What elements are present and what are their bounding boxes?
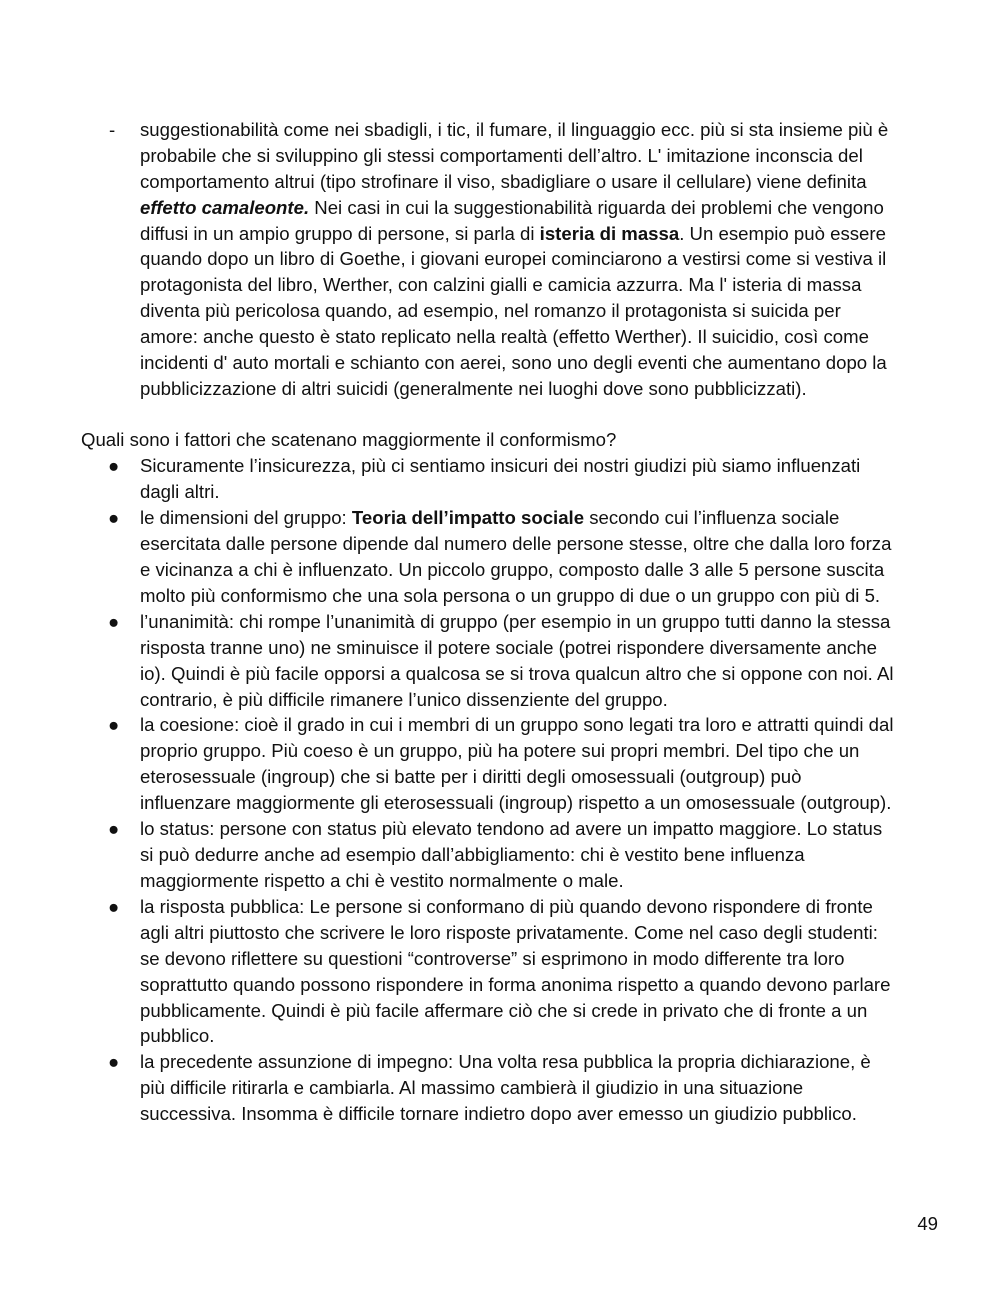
dash-marker: - xyxy=(109,119,116,140)
text-line xyxy=(140,272,940,298)
text-segment: e vicinanza a chi è influenzato. Un piccolo gruppo, composto dalle 3 alle 5 persone suscita xyxy=(140,558,885,580)
bold-term: isteria di massa xyxy=(539,222,680,244)
text-line xyxy=(140,635,940,661)
bullet-list-item xyxy=(108,505,940,609)
text-line xyxy=(140,531,940,557)
text-segment: probabile che si sviluppino gli stessi comportamenti dell’altro. L' imitazione inconscia del xyxy=(140,144,863,166)
text-line xyxy=(140,557,940,583)
text-line xyxy=(140,221,940,247)
text-line xyxy=(140,479,940,505)
bullet-marker: ● xyxy=(108,818,120,839)
text-segment: lo status: persone con status più elevato tendono ad avere un impatto maggiore. Lo status xyxy=(140,818,883,839)
text-line xyxy=(140,1023,940,1049)
paragraph-lines xyxy=(140,117,940,402)
text-line xyxy=(140,117,940,143)
text-line xyxy=(140,842,940,868)
text-segment: secondo cui l’influenza sociale xyxy=(584,507,840,528)
text-line xyxy=(140,738,940,764)
text-segment: l’unanimità: chi rompe l’unanimità di gruppo (per esempio in un gruppo tutti danno la stessa xyxy=(140,611,891,632)
text-line xyxy=(140,246,940,272)
text-line xyxy=(140,143,940,169)
bullet-list-item xyxy=(108,453,940,505)
text-segment: pubblicamente. Quindi è più facile affermare ciò che si crede in privato che di fronte a un xyxy=(140,999,868,1021)
text-line xyxy=(140,920,940,946)
text-segment: molto più conformismo che una sola persona o un gruppo di due o un gruppo con più di 5. xyxy=(140,584,881,606)
text-segment: la coesione: cioè il grado in cui i membri di un gruppo sono legati tra loro e attratti quindi dal xyxy=(140,714,894,735)
text-segment: io). Quindi è più facile opporsi a qualcosa se si trova qualcun altro che si oppone con noi. Al xyxy=(140,662,894,684)
text-line xyxy=(140,1101,940,1127)
bullet-marker: ● xyxy=(108,1051,120,1072)
text-segment: pubblico. xyxy=(140,1025,215,1047)
bullet-list-item xyxy=(108,712,940,816)
text-line xyxy=(140,712,940,738)
text-segment: diventa più pericolosa quando, ad esempio, nel romanzo il protagonista si suicida per xyxy=(140,300,841,322)
bullet-list-item xyxy=(108,609,940,713)
bullet-list-item xyxy=(108,894,940,1049)
bullet-list-item xyxy=(108,816,940,894)
text-segment: esercitata dalle persone dipende dal numero delle persone stesse, oltre che dalla loro forza xyxy=(140,532,892,554)
text-segment: soprattutto quando possono rispondere in forma anonima rispetto a quando devono parlare xyxy=(140,973,891,995)
text-segment: pubblicizzazione di altri suicidi (generalmente nei luoghi dove sono pubblicizzati). xyxy=(140,377,807,399)
text-line xyxy=(140,169,940,195)
bold-term: Teoria dell’impatto sociale xyxy=(351,507,585,528)
text-line xyxy=(140,687,940,713)
text-line xyxy=(140,324,940,350)
text-segment: diffusi in un ampio gruppo di persone, si parla di xyxy=(140,222,540,244)
text-segment: maggiormente rispetto a chi è vestito normalmente o male. xyxy=(140,869,624,891)
paragraph-lines xyxy=(140,816,940,894)
text-segment: eterosessuale (ingroup) che si batte per i diritti degli omosessuali (outgroup) può xyxy=(140,765,802,787)
text-segment: protagonista del libro, Werther, con calzini gialli e camicia azzurra. Ma l' isteria di massa xyxy=(140,274,862,296)
text-segment: comportamento altrui (tipo strofinare il viso, sbadigliare o usare il cellulare) viene definita xyxy=(140,170,867,192)
text-segment: amore: anche questo è stato replicato nella realtà (effetto Werther). Il suicidio, così come xyxy=(140,326,869,348)
bullet-marker: ● xyxy=(108,714,120,735)
text-line xyxy=(140,583,940,609)
text-line xyxy=(140,609,940,635)
text-segment: agli altri piuttosto che scrivere le loro risposte privatamente. Come nel caso degli studenti: xyxy=(140,921,878,943)
text-segment: successiva. Insomma è difficile tornare indietro dopo aver emesso un giudizio pubblico. xyxy=(140,1102,857,1124)
question-text: Quali sono i fattori che scatenano maggiormente il conformismo? xyxy=(81,429,617,450)
text-segment: influenzare maggiormente gli eterosessuali (ingroup) rispetto a un omosessuale (outgroup). xyxy=(140,791,892,813)
text-segment: si può dedurre anche ad esempio dall’abbigliamento: chi è vestito bene influenza xyxy=(140,843,805,865)
text-line xyxy=(140,505,940,531)
text-line xyxy=(140,298,940,324)
text-line xyxy=(140,972,940,998)
text-line xyxy=(140,998,940,1024)
text-segment: risposta tranne uno) ne sminuisce il potere sociale (potrei rispondere diversamente anche xyxy=(140,636,877,658)
paragraph-lines xyxy=(140,712,940,816)
text-segment: la precedente assunzione di impegno: Una volta resa pubblica la propria dichiarazione, è xyxy=(140,1051,871,1072)
text-segment: dagli altri. xyxy=(140,480,220,502)
text-segment: le dimensioni del gruppo: xyxy=(140,507,352,528)
text-line xyxy=(140,816,940,842)
text-line xyxy=(140,894,940,920)
paragraph-lines xyxy=(140,609,940,713)
dash-list-item xyxy=(109,117,940,402)
text-segment: proprio gruppo. Più coeso è un gruppo, più ha potere sui propri membri. Del tipo che un xyxy=(140,739,860,761)
bullet-marker: ● xyxy=(108,896,120,917)
text-segment: la risposta pubblica: Le persone si conformano di più quando devono rispondere di fronte xyxy=(140,896,873,917)
text-line xyxy=(140,764,940,790)
text-line xyxy=(140,1075,940,1101)
text-line xyxy=(140,946,940,972)
text-line xyxy=(140,868,940,894)
page-number: 49 xyxy=(917,1213,938,1234)
text-segment: quando dopo un libro di Goethe, i giovani europei cominciarono a vestirsi come si vestiva il xyxy=(140,248,887,270)
bullet-marker: ● xyxy=(108,611,120,632)
text-segment: suggestionabilità come nei sbadigli, i tic, il fumare, il linguaggio ecc. più si sta insieme più è xyxy=(140,119,889,140)
paragraph-lines xyxy=(140,505,940,609)
bullet-marker: ● xyxy=(108,507,120,528)
text-line xyxy=(140,376,940,402)
paragraph-lines xyxy=(140,894,940,1049)
text-segment: Sicuramente l’insicurezza, più ci sentiamo insicuri dei nostri giudizi più siamo influenzati xyxy=(140,455,861,476)
bullet-marker: ● xyxy=(108,455,120,476)
text-line xyxy=(140,453,940,479)
paragraph-lines xyxy=(140,453,940,505)
text-segment: incidenti d' auto mortali e schianto con aerei, sono uno degli eventi che aumentano dopo la xyxy=(140,352,887,374)
text-segment: più difficile ritirarla e cambiarla. Al massimo cambierà il giudizio in una situazione xyxy=(140,1076,804,1098)
text-segment: se devono riflettere su questioni “controverse” si esprimono in modo differente tra loro xyxy=(140,947,845,969)
text-line xyxy=(140,350,940,376)
text-segment: contrario, è più difficile rimanere l’unico dissenziente del gruppo. xyxy=(140,688,668,710)
paragraph-lines xyxy=(140,1049,940,1127)
text-line xyxy=(140,195,940,221)
text-line xyxy=(140,1049,940,1075)
bullet-list-item xyxy=(108,1049,940,1127)
bold-italic-term: effetto camaleonte. xyxy=(140,196,310,218)
text-segment: Nei casi in cui la suggestionabilità riguarda dei problemi che vengono xyxy=(309,196,884,218)
text-segment: . Un esempio può essere xyxy=(679,222,886,244)
text-line xyxy=(140,661,940,687)
text-line xyxy=(140,790,940,816)
